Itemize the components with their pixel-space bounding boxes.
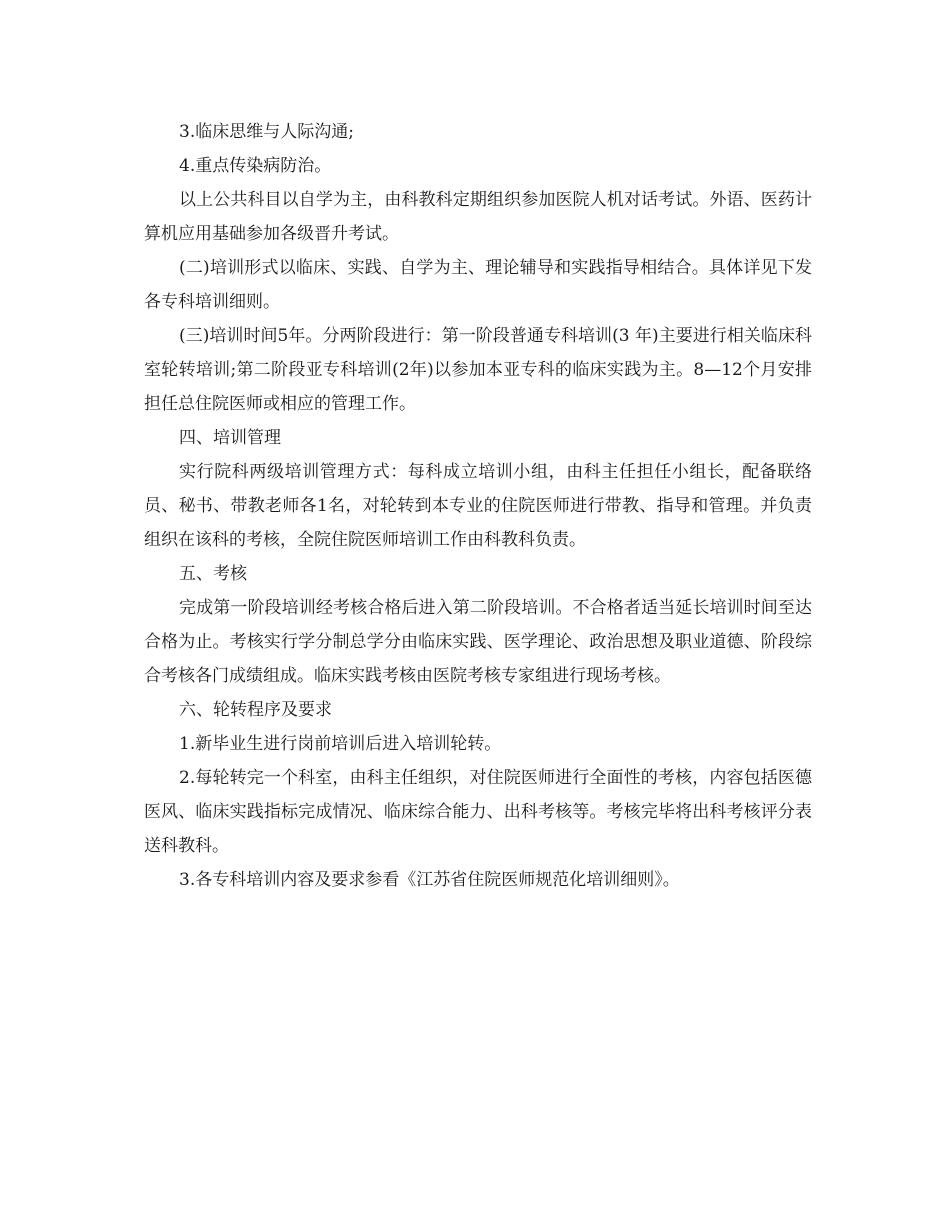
paragraph-management-method: 实行院科两级培训管理方式：每科成立培训小组，由科主任担任小组长，配备联络员、秘书、带教老师各1名，对轮转到本专业的住院医师进行带教、指导和管理。并负责组织在该科的考核，全院住院医师培训工作由科教科负责。	[144, 462, 812, 550]
paragraph-training-duration: (三)培训时间5年。分两阶段进行：第一阶段普通专科培训(3 年)主要进行相关临床科室轮转培训;第二阶段亚专科培训(2年)以参加本亚专科的临床实践为主。8—12个月安排担任总住院医师或相应的管理工作。	[144, 326, 812, 414]
section-heading-assessment: 五、考核	[179, 564, 247, 584]
paragraph-assessment: 完成第一阶段培训经考核合格后进入第二阶段培训。不合格者适当延长培训时间至达合格为止。考核实行学分制总学分由临床实践、医学理论、政治思想及职业道德、阶段综合考核各门成绩组成。临床实践考核由医院考核专家组进行现场考核。	[144, 598, 812, 686]
section-heading-rotation: 六、轮转程序及要求	[179, 700, 332, 720]
list-item-rotation-2: 2.每轮转完一个科室，由科主任组织，对住院医师进行全面性的考核，内容包括医德医风、临床实践指标完成情况、临床综合能力、出科考核等。考核完毕将出科考核评分表送科教科。	[144, 768, 812, 856]
section-heading-training-management: 四、培训管理	[179, 428, 281, 448]
list-item-rotation-3: 3.各专科培训内容及要求参看《江苏省住院医师规范化培训细则》。	[179, 870, 680, 890]
paragraph-training-form: (二)培训形式以临床、实践、自学为主、理论辅导和实践指导相结合。具体详见下发各专科培训细则。	[144, 258, 812, 312]
list-item-infectious-disease: 4.重点传染病防治。	[179, 156, 332, 176]
list-item-clinical-thinking: 3.临床思维与人际沟通;	[179, 122, 354, 142]
document-body	[144, 115, 812, 897]
paragraph-public-subjects: 以上公共科目以自学为主，由科教科定期组织参加医院人机对话考试。外语、医药计算机应用基础参加各级晋升考试。	[144, 190, 812, 244]
list-item-rotation-1: 1.新毕业生进行岗前培训后进入培训轮转。	[179, 734, 502, 754]
